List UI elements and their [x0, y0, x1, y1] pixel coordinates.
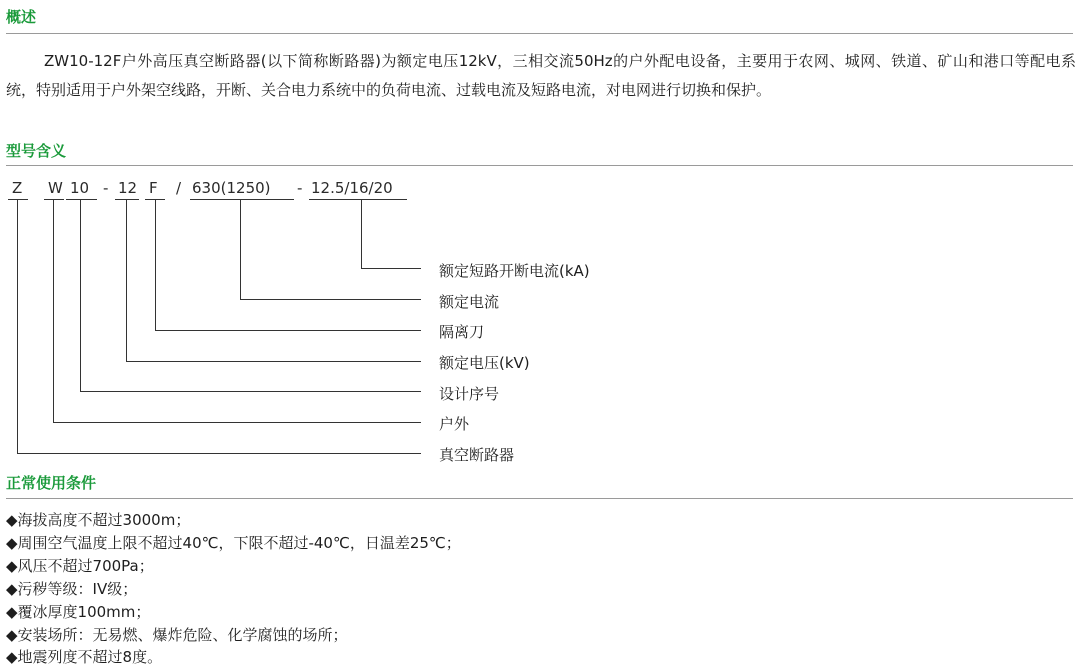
code-w: W — [48, 179, 63, 197]
leader-horizontal — [361, 268, 421, 269]
condition-item: ◆安装场所：无易燃、爆炸危险、化学腐蚀的场所； — [6, 626, 348, 644]
code-f: F — [149, 179, 158, 197]
label-design-number: 设计序号 — [439, 385, 500, 403]
leader-vertical — [53, 199, 54, 422]
condition-item: ◆风压不超过700Pa； — [6, 557, 154, 575]
condition-item: ◆覆冰厚度100mm； — [6, 603, 151, 621]
code-underline — [115, 199, 139, 200]
condition-item: ◆污秽等级：IV级； — [6, 580, 138, 598]
label-rated-current: 额定电流 — [439, 293, 500, 311]
condition-item: ◆周围空气温度上限不超过40℃，下限不超过-40℃，日温差25℃； — [6, 534, 461, 552]
section-divider — [6, 33, 1073, 34]
label-outdoor: 户外 — [439, 415, 470, 433]
section-title-conditions: 正常使用条件 — [6, 474, 97, 492]
code-dash: - — [297, 179, 303, 197]
overview-paragraph — [6, 47, 1076, 104]
code-slash: / — [176, 179, 182, 197]
leader-vertical — [17, 199, 18, 453]
section-divider — [6, 498, 1073, 499]
section-title-overview: 概述 — [6, 8, 37, 26]
code-12: 12 — [118, 179, 138, 197]
leader-vertical — [126, 199, 127, 361]
code-underline — [8, 199, 28, 200]
leader-horizontal — [126, 361, 421, 362]
leader-vertical — [155, 199, 156, 330]
section-divider — [6, 165, 1073, 166]
label-rated-voltage: 额定电压(kV) — [439, 354, 530, 372]
code-10: 10 — [70, 179, 90, 197]
code-underline — [66, 199, 97, 200]
code-underline — [309, 199, 407, 200]
leader-vertical — [240, 199, 241, 299]
section-title-model: 型号含义 — [6, 142, 67, 160]
leader-horizontal — [155, 330, 421, 331]
code-rated-current: 630(1250) — [192, 179, 271, 197]
leader-vertical — [80, 199, 81, 391]
label-isolator: 隔离刀 — [439, 323, 485, 341]
condition-item: ◆地震列度不超过8度。 — [6, 648, 163, 666]
code-z: Z — [12, 179, 23, 197]
code-underline — [44, 199, 64, 200]
code-dash: - — [103, 179, 109, 197]
overview-text: ZW10-12F户外高压真空断路器(以下简称断路器)为额定电压12kV，三相交流50Hz的户外配电设备，主要用于农网、城网、铁道、矿山和港口等配电系统，特别适用于户外架空线路，开断、关合电力系统中的负荷电流、过载电流及短路电流，对电网进行切换和保护。 — [6, 52, 1076, 99]
code-underline — [190, 199, 294, 200]
leader-horizontal — [17, 453, 421, 454]
leader-horizontal — [240, 299, 421, 300]
leader-vertical — [361, 199, 362, 268]
condition-item: ◆海拔高度不超过3000m； — [6, 511, 191, 529]
label-rated-breaking-current: 额定短路开断电流(kA) — [439, 262, 590, 280]
code-breaking-current: 12.5/16/20 — [311, 179, 393, 197]
leader-horizontal — [80, 391, 421, 392]
leader-horizontal — [53, 422, 421, 423]
label-vacuum-breaker: 真空断路器 — [439, 446, 515, 464]
